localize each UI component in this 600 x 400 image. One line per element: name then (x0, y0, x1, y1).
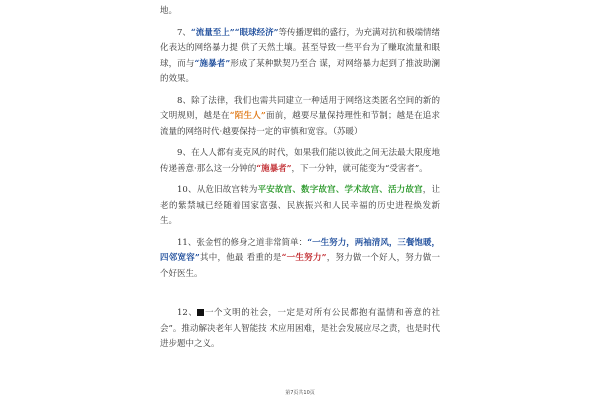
page-number: 第7页共10页 (285, 390, 315, 396)
keyword-abuser: “施暴者” (194, 58, 231, 69)
paragraph-9: 9、在人人都有麦克风的时代，如果我们能以彼此之间无法最大限度地传递善意·那么这一分钟的“施暴者”，下一分钟，就可能变为“受害者”。 (160, 148, 440, 174)
paragraph-number: 10、 (177, 185, 197, 195)
paragraph-10: 10、从危旧故宫转为平安故宫、数字故宫、学术故宫、活力故宫，让老的紫禁城已经随着国家富强、民族振兴和人民幸福的历史进程焕发新生。 (160, 185, 440, 226)
paragraph-number: 8、 (177, 95, 192, 106)
keyword-traffic-first: “流量至上” (190, 27, 235, 38)
paragraph-11: 11、张金哲的修身之道非常简单：“一生努力，两袖清风，三餐饱暖，四邻宽容”其中，他最 看重的是“一生努力”，努力做一个好人，努力做一个好医生。 (160, 237, 440, 279)
paragraph-number: 7、 (177, 27, 191, 38)
paragraph-12: 12、 一个文明的社会，一定是对所有公民都抱有温情和善意的社会”。推动解决老年人智能技 术应用困难，是社会发展应尽之责，也是时代进步题中之义。 (160, 308, 440, 349)
paragraph-7: 7、“流量至上”“眼球经济”等传播逻辑的盛行，为充满对抗和极端情绪化表达的网络暴力提 供了天然土壤。甚至导致一些平台为了赚取流量和眼球，而与“施暴者”形成了某种默契乃至合 谋，对网络暴力起到了推波助澜的效果。 (160, 27, 440, 84)
keyword-lifelong-effort: “一生努力” (281, 253, 327, 263)
leading-text: 地。 (160, 6, 178, 16)
keyword-palace-goals: 平安故宫、数字故宫、学术故宫、活力故宫 (257, 185, 423, 195)
keyword-abuser: “施暴者” (256, 163, 292, 174)
paragraph-number: 11、 (177, 237, 197, 248)
keyword-motto: “一生努力，两袖清风，三餐饱暖，四邻宽容” (160, 237, 440, 263)
paragraph-number: 9、 (177, 148, 192, 158)
paragraph-number: 12、 (177, 308, 198, 318)
keyword-attention-economy: “眼球经济” (234, 27, 279, 38)
keyword-stranger: “陌生人” (229, 111, 266, 121)
paragraph-8: 8、除了法律，我们也需共同建立一种适用于网络这类匿名空间的新的文明规则，越是在“陌生人”面前，越要尽量保持理性和节制；越是在追求流量的网络时代·越要保持一定的审慎和宽容。（苏暖） (160, 95, 440, 137)
